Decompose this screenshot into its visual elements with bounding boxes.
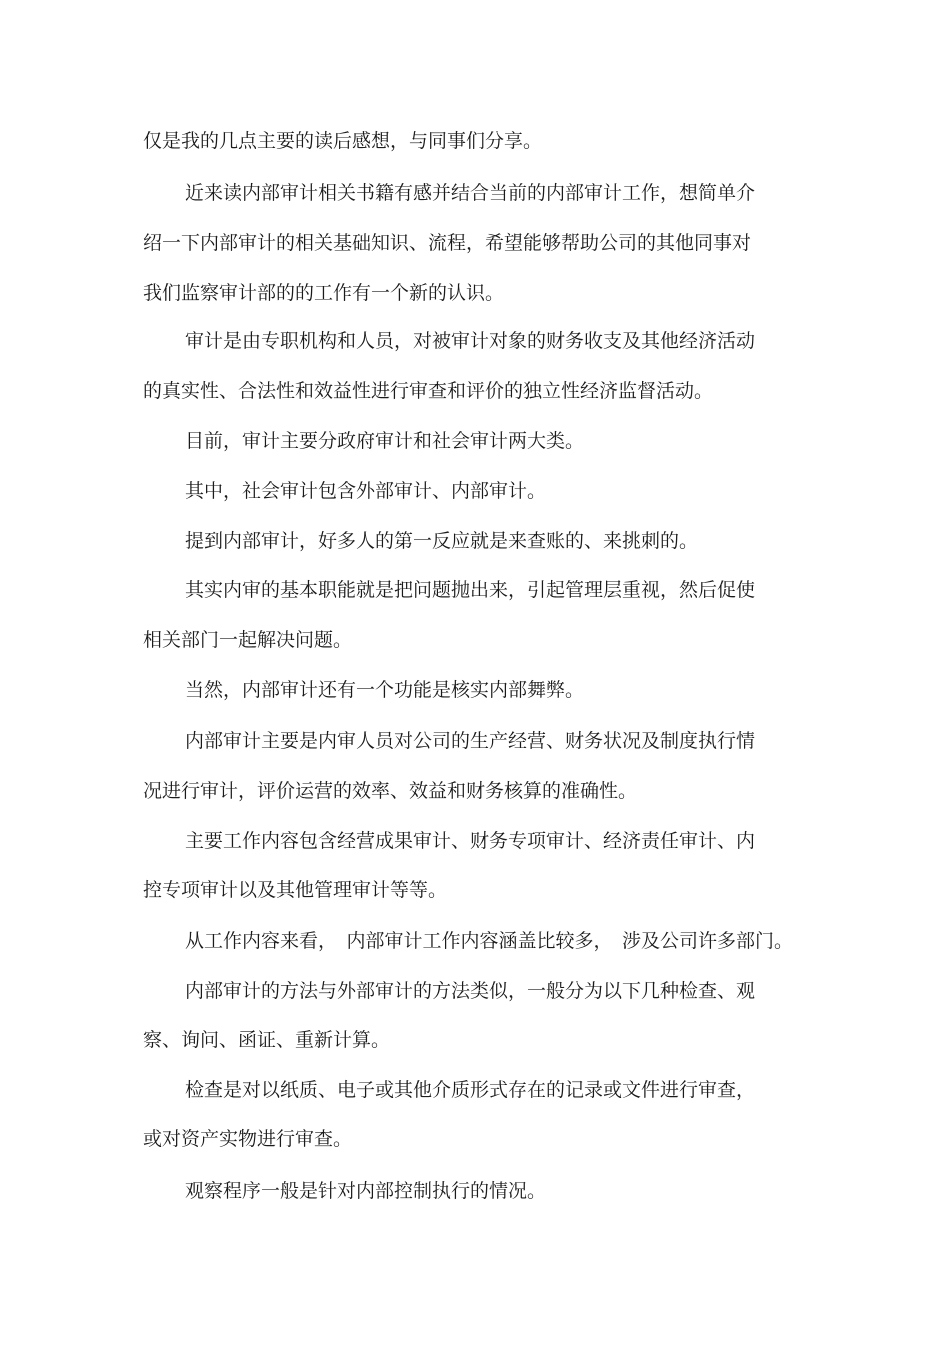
text-line: 其实内审的基本职能就是把问题抛出来，引起管理层重视，然后促使 bbox=[185, 579, 756, 601]
text-line: 从工作内容来看， 内部审计工作内容涵盖比较多， 涉及公司许多部门。 bbox=[185, 930, 794, 952]
text-line: 察、询问、函证、重新计算。 bbox=[143, 1029, 391, 1051]
text-line: 近来读内部审计相关书籍有感并结合当前的内部审计工作，想简单介 bbox=[185, 182, 756, 204]
text-line: 仅是我的几点主要的读后感想，与同事们分享。 bbox=[143, 130, 543, 152]
text-line: 审计是由专职机构和人员，对被审计对象的财务收支及其他经济活动 bbox=[185, 330, 756, 352]
text-line: 绍一下内部审计的相关基础知识、流程，希望能够帮助公司的其他同事对 bbox=[143, 232, 752, 254]
text-line: 检查是对以纸质、电子或其他介质形式存在的记录或文件进行审查， bbox=[185, 1079, 756, 1101]
text-line: 或对资产实物进行审查。 bbox=[143, 1128, 353, 1150]
text-line: 内部审计的方法与外部审计的方法类似，一般分为以下几种检查、观 bbox=[185, 980, 756, 1002]
text-line: 其中，社会审计包含外部审计、内部审计。 bbox=[185, 480, 547, 502]
text-line: 控专项审计以及其他管理审计等等。 bbox=[143, 879, 448, 901]
text-line: 当然，内部审计还有一个功能是核实内部舞弊。 bbox=[185, 679, 585, 701]
text-line: 我们监察审计部的的工作有一个新的认识。 bbox=[143, 282, 505, 304]
text-line: 况进行审计，评价运营的效率、效益和财务核算的准确性。 bbox=[143, 780, 638, 802]
text-line: 观察程序一般是针对内部控制执行的情况。 bbox=[185, 1180, 547, 1202]
text-line: 提到内部审计，好多人的第一反应就是来查账的、来挑刺的。 bbox=[185, 530, 699, 552]
text-line: 目前，审计主要分政府审计和社会审计两大类。 bbox=[185, 430, 585, 452]
text-line: 内部审计主要是内审人员对公司的生产经营、财务状况及制度执行情 bbox=[185, 730, 756, 752]
text-line: 相关部门一起解决问题。 bbox=[143, 629, 353, 651]
text-line: 的真实性、合法性和效益性进行审查和评价的独立性经济监督活动。 bbox=[143, 380, 714, 402]
text-line: 主要工作内容包含经营成果审计、财务专项审计、经济责任审计、内 bbox=[185, 830, 756, 852]
